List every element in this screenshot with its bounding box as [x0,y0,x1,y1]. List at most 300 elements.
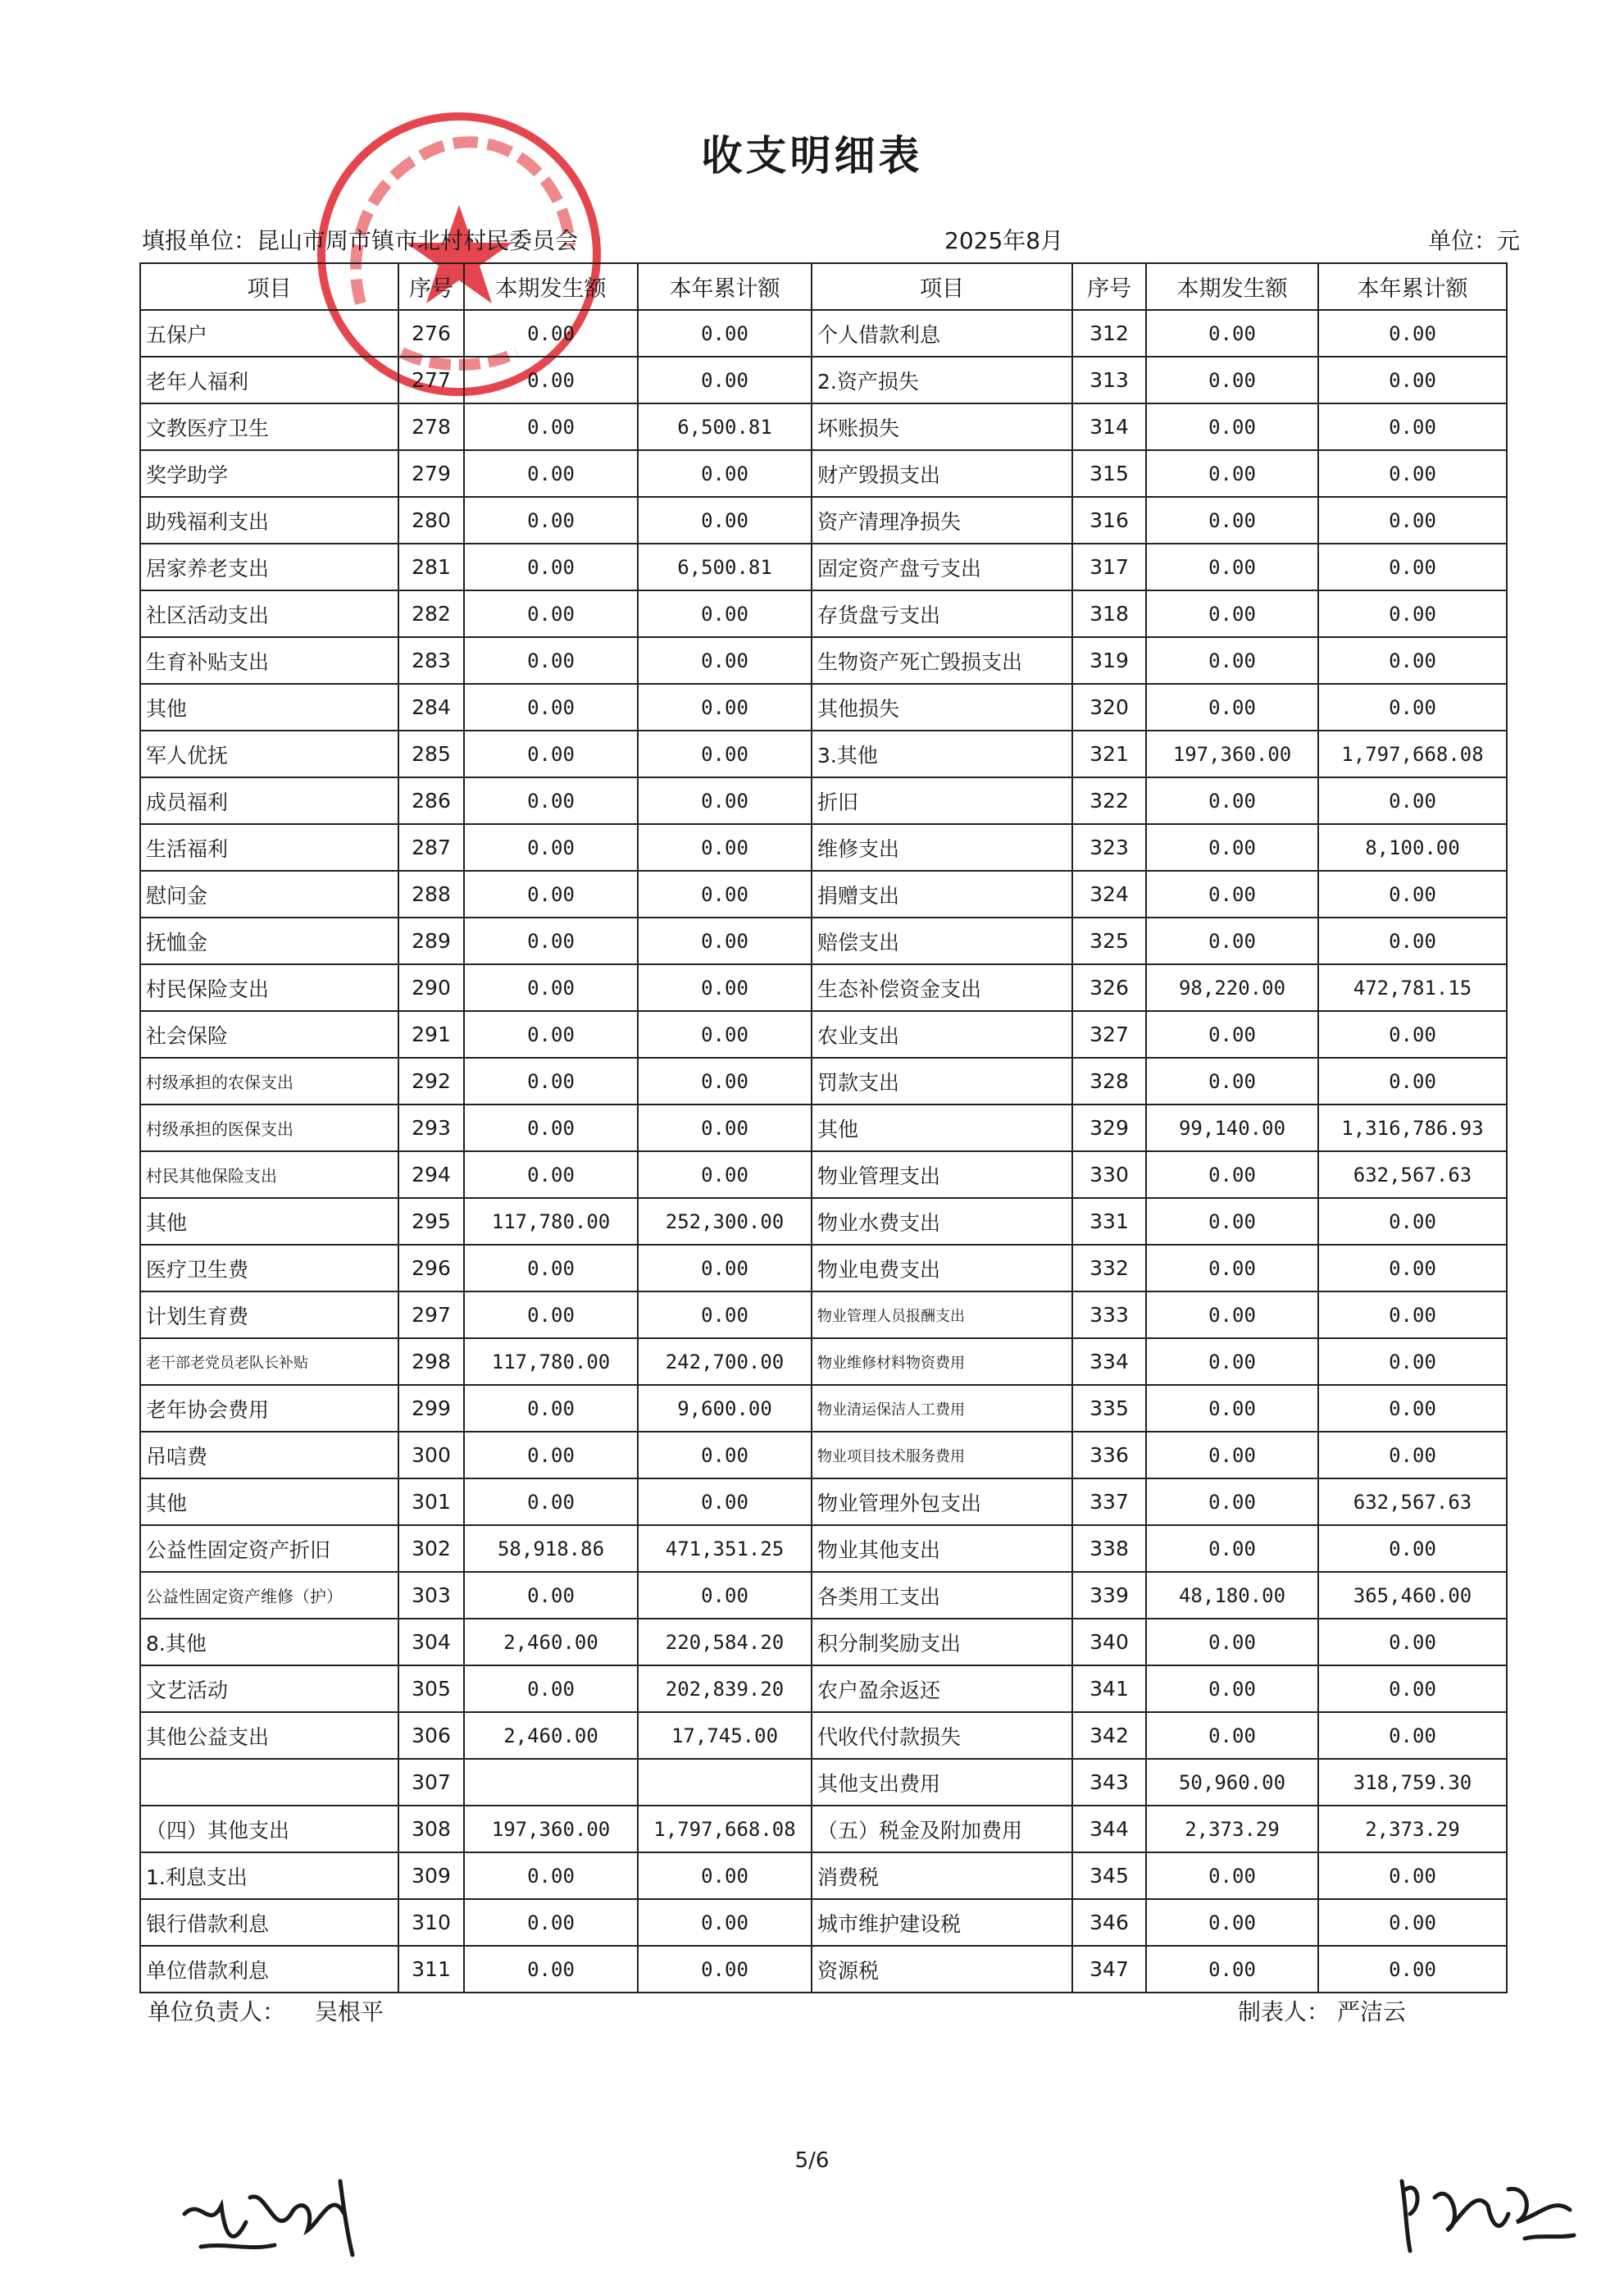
right-item-cell: 代收代付款损失 [812,1712,1072,1759]
right-current-amount: 0.00 [1146,1946,1318,1993]
right-ytd-amount: 0.00 [1318,357,1507,403]
right-seq-cell: 335 [1072,1385,1146,1432]
table-row [140,731,1507,777]
table-row [140,544,1507,590]
left-item-cell: 其他公益支出 [140,1712,398,1759]
right-seq-cell: 324 [1072,871,1146,918]
right-seq-cell: 313 [1072,357,1146,403]
left-seq-cell: 289 [398,918,464,964]
right-ytd-amount: 0.00 [1318,1198,1507,1245]
right-current-amount: 50,960.00 [1146,1759,1318,1806]
left-ytd-amount: 0.00 [638,1151,812,1198]
left-ytd-amount: 0.00 [638,731,812,777]
right-ytd-amount: 0.00 [1318,777,1507,824]
left-current-amount: 0.00 [464,1852,638,1899]
right-ytd-amount: 0.00 [1318,684,1507,731]
right-ytd-amount: 0.00 [1318,310,1507,357]
right-current-amount: 0.00 [1146,1852,1318,1899]
left-seq-cell: 310 [398,1899,464,1946]
left-seq-cell: 283 [398,637,464,684]
left-ytd-amount: 9,600.00 [638,1385,812,1432]
left-ytd-amount: 0.00 [638,450,812,497]
left-item-cell: 银行借款利息 [140,1899,398,1946]
left-ytd-amount: 0.00 [638,590,812,637]
right-current-amount: 197,360.00 [1146,731,1318,777]
right-item-cell: 物业清运保洁人工费用 [812,1385,1072,1432]
left-current-amount: 0.00 [464,824,638,871]
right-item-cell: 积分制奖励支出 [812,1619,1072,1665]
left-current-amount: 2,460.00 [464,1619,638,1665]
right-ytd-amount: 318,759.30 [1318,1759,1507,1806]
right-item-cell: 其他 [812,1105,1072,1151]
page-number: 5/6 [794,2148,830,2173]
preparer-label: 制表人： [1238,1998,1331,2025]
left-seq-cell: 284 [398,684,464,731]
left-current-amount: 0.00 [464,637,638,684]
left-current-amount: 0.00 [464,1432,638,1478]
right-ytd-amount: 1,797,668.08 [1318,731,1507,777]
left-seq-cell: 294 [398,1151,464,1198]
left-current-amount: 0.00 [464,1105,638,1151]
left-item-cell: 助残福利支出 [140,497,398,544]
left-ytd-amount: 0.00 [638,310,812,357]
right-item-cell: 2.资产损失 [812,357,1072,403]
right-seq-cell: 329 [1072,1105,1146,1151]
table-row [140,403,1507,450]
left-ytd-amount: 0.00 [638,918,812,964]
left-current-amount: 0.00 [464,1245,638,1291]
table-row [140,1946,1507,1993]
right-ytd-amount: 0.00 [1318,450,1507,497]
left-ytd-amount [638,1759,812,1806]
left-item-cell: 单位借款利息 [140,1946,398,1993]
col-header-ytd-left: 本年累计额 [638,263,812,310]
table-row [140,1759,1507,1806]
table-row [140,1432,1507,1478]
left-seq-cell: 301 [398,1478,464,1525]
right-item-cell: 城市维护建设税 [812,1899,1072,1946]
left-ytd-amount: 202,839.20 [638,1665,812,1712]
left-seq-cell: 304 [398,1619,464,1665]
left-current-amount: 197,360.00 [464,1806,638,1852]
right-seq-cell: 312 [1072,310,1146,357]
table-row [140,918,1507,964]
right-ytd-amount: 0.00 [1318,918,1507,964]
left-seq-cell: 295 [398,1198,464,1245]
right-current-amount: 0.00 [1146,1619,1318,1665]
left-current-amount: 0.00 [464,590,638,637]
left-current-amount: 0.00 [464,310,638,357]
table-row [140,871,1507,918]
left-item-cell: 医疗卫生费 [140,1245,398,1291]
left-item-cell: 成员福利 [140,777,398,824]
right-ytd-amount: 0.00 [1318,871,1507,918]
left-current-amount: 0.00 [464,1946,638,1993]
right-seq-cell: 320 [1072,684,1146,731]
right-item-cell: 消费税 [812,1852,1072,1899]
table-row [140,964,1507,1011]
right-seq-cell: 319 [1072,637,1146,684]
left-seq-cell: 290 [398,964,464,1011]
right-current-amount: 2,373.29 [1146,1806,1318,1852]
right-ytd-amount: 0.00 [1318,1619,1507,1665]
left-current-amount: 0.00 [464,1291,638,1338]
left-current-amount: 0.00 [464,1011,638,1058]
left-current-amount: 0.00 [464,544,638,590]
left-seq-cell: 276 [398,310,464,357]
table-row [140,1291,1507,1338]
right-current-amount: 0.00 [1146,544,1318,590]
left-seq-cell: 288 [398,871,464,918]
left-ytd-amount: 0.00 [638,497,812,544]
left-current-amount: 0.00 [464,777,638,824]
right-seq-cell: 347 [1072,1946,1146,1993]
right-ytd-amount: 472,781.15 [1318,964,1507,1011]
right-item-cell: 3.其他 [812,731,1072,777]
right-seq-cell: 315 [1072,450,1146,497]
right-current-amount: 99,140.00 [1146,1105,1318,1151]
right-item-cell: 物业电费支出 [812,1245,1072,1291]
preparer-name: 严洁云 [1336,1998,1406,2025]
right-seq-cell: 327 [1072,1011,1146,1058]
right-current-amount: 98,220.00 [1146,964,1318,1011]
right-seq-cell: 321 [1072,731,1146,777]
right-current-amount: 0.00 [1146,1899,1318,1946]
right-seq-cell: 325 [1072,918,1146,964]
left-item-cell [140,1759,398,1806]
right-current-amount: 0.00 [1146,1058,1318,1105]
table-row [140,1712,1507,1759]
left-seq-cell: 296 [398,1245,464,1291]
left-ytd-amount: 0.00 [638,1105,812,1151]
right-item-cell: 资源税 [812,1946,1072,1993]
right-ytd-amount: 1,316,786.93 [1318,1105,1507,1151]
left-ytd-amount: 0.00 [638,357,812,403]
right-item-cell: 赔偿支出 [812,918,1072,964]
left-seq-cell: 279 [398,450,464,497]
left-current-amount: 0.00 [464,1665,638,1712]
table-row [140,637,1507,684]
right-seq-cell: 314 [1072,403,1146,450]
left-item-cell: 居家养老支出 [140,544,398,590]
right-ytd-amount: 8,100.00 [1318,824,1507,871]
right-item-cell: 物业其他支出 [812,1525,1072,1572]
right-item-cell: 生态补偿资金支出 [812,964,1072,1011]
left-item-cell: 8.其他 [140,1619,398,1665]
left-item-cell: 抚恤金 [140,918,398,964]
table-row [140,310,1507,357]
left-ytd-amount: 0.00 [638,1946,812,1993]
preparer [1238,1994,1406,2027]
right-seq-cell: 323 [1072,824,1146,871]
right-ytd-amount: 0.00 [1318,637,1507,684]
right-item-cell: （五）税金及附加费用 [812,1806,1072,1852]
col-header-item-right: 项目 [812,263,1072,310]
responsible-name: 吴根平 [314,1998,384,2025]
right-ytd-amount: 365,460.00 [1318,1572,1507,1619]
table-row [140,1151,1507,1198]
left-ytd-amount: 1,797,668.08 [638,1806,812,1852]
left-item-cell: 村级承担的医保支出 [140,1105,398,1151]
left-ytd-amount: 0.00 [638,637,812,684]
right-item-cell: 坏账损失 [812,403,1072,450]
left-current-amount: 0.00 [464,731,638,777]
col-header-seq-left: 序号 [398,263,464,310]
left-seq-cell: 282 [398,590,464,637]
right-current-amount: 0.00 [1146,918,1318,964]
left-current-amount: 0.00 [464,964,638,1011]
right-current-amount: 0.00 [1146,1338,1318,1385]
right-current-amount: 0.00 [1146,1478,1318,1525]
right-ytd-amount: 2,373.29 [1318,1806,1507,1852]
left-item-cell: 社区活动支出 [140,590,398,637]
table-row [140,1338,1507,1385]
left-seq-cell: 309 [398,1852,464,1899]
responsible-label: 单位负责人： [148,1998,286,2025]
left-ytd-amount: 0.00 [638,1572,812,1619]
table-row [140,684,1507,731]
left-ytd-amount: 0.00 [638,1058,812,1105]
right-item-cell: 财产毁损支出 [812,450,1072,497]
right-current-amount: 0.00 [1146,1712,1318,1759]
left-current-amount: 0.00 [464,357,638,403]
right-item-cell: 农业支出 [812,1011,1072,1058]
right-seq-cell: 328 [1072,1058,1146,1105]
left-ytd-amount: 17,745.00 [638,1712,812,1759]
right-item-cell: 其他损失 [812,684,1072,731]
right-seq-cell: 331 [1072,1198,1146,1245]
right-item-cell: 物业管理外包支出 [812,1478,1072,1525]
right-item-cell: 农户盈余返还 [812,1665,1072,1712]
table-row [140,497,1507,544]
left-ytd-amount: 0.00 [638,684,812,731]
left-current-amount: 0.00 [464,1385,638,1432]
right-seq-cell: 330 [1072,1151,1146,1198]
left-seq-cell: 293 [398,1105,464,1151]
left-current-amount: 117,780.00 [464,1198,638,1245]
right-current-amount: 0.00 [1146,824,1318,871]
right-item-cell: 物业水费支出 [812,1198,1072,1245]
table-row [140,590,1507,637]
left-current-amount: 0.00 [464,1899,638,1946]
right-current-amount: 0.00 [1146,1432,1318,1478]
right-current-amount: 0.00 [1146,777,1318,824]
right-seq-cell: 341 [1072,1665,1146,1712]
table-row [140,1619,1507,1665]
left-seq-cell: 297 [398,1291,464,1338]
left-item-cell: 计划生育费 [140,1291,398,1338]
left-seq-cell: 306 [398,1712,464,1759]
right-seq-cell: 338 [1072,1525,1146,1572]
left-ytd-amount: 0.00 [638,1291,812,1338]
left-seq-cell: 292 [398,1058,464,1105]
right-item-cell: 物业维修材料物资费用 [812,1338,1072,1385]
left-ytd-amount: 0.00 [638,1432,812,1478]
left-seq-cell: 305 [398,1665,464,1712]
right-item-cell: 存货盘亏支出 [812,590,1072,637]
right-ytd-amount: 0.00 [1318,1058,1507,1105]
col-header-current-right: 本期发生额 [1146,263,1318,310]
right-item-cell: 个人借款利息 [812,310,1072,357]
right-seq-cell: 333 [1072,1291,1146,1338]
right-current-amount: 0.00 [1146,1385,1318,1432]
left-item-cell: 文艺活动 [140,1665,398,1712]
right-ytd-amount: 0.00 [1318,1525,1507,1572]
right-ytd-amount: 0.00 [1318,403,1507,450]
right-seq-cell: 346 [1072,1899,1146,1946]
left-current-amount: 0.00 [464,1058,638,1105]
table-row [140,777,1507,824]
right-current-amount: 0.00 [1146,1665,1318,1712]
table-row [140,1806,1507,1852]
right-seq-cell: 337 [1072,1478,1146,1525]
table-row [140,1665,1507,1712]
table-row [140,1105,1507,1151]
right-ytd-amount: 0.00 [1318,544,1507,590]
right-seq-cell: 318 [1072,590,1146,637]
right-ytd-amount: 0.00 [1318,1946,1507,1993]
left-item-cell: 其他 [140,1478,398,1525]
right-item-cell: 固定资产盘亏支出 [812,544,1072,590]
left-current-amount: 0.00 [464,1572,638,1619]
right-current-amount: 48,180.00 [1146,1572,1318,1619]
left-ytd-amount: 471,351.25 [638,1525,812,1572]
right-ytd-amount: 0.00 [1318,1432,1507,1478]
left-ytd-amount: 0.00 [638,1478,812,1525]
left-ytd-amount: 0.00 [638,1852,812,1899]
left-item-cell: 老年人福利 [140,357,398,403]
report-period: 2025年8月 [944,227,1064,254]
left-ytd-amount: 6,500.81 [638,544,812,590]
left-ytd-amount: 0.00 [638,964,812,1011]
left-seq-cell: 280 [398,497,464,544]
left-seq-cell: 287 [398,824,464,871]
left-current-amount: 2,460.00 [464,1712,638,1759]
right-seq-cell: 345 [1072,1852,1146,1899]
left-seq-cell: 291 [398,1011,464,1058]
right-ytd-amount: 0.00 [1318,497,1507,544]
right-item-cell: 生物资产死亡毁损支出 [812,637,1072,684]
left-seq-cell: 303 [398,1572,464,1619]
left-seq-cell: 302 [398,1525,464,1572]
left-ytd-amount: 0.00 [638,824,812,871]
left-current-amount: 58,918.86 [464,1525,638,1572]
right-current-amount: 0.00 [1146,403,1318,450]
left-item-cell: 慰问金 [140,871,398,918]
left-item-cell: 1.利息支出 [140,1852,398,1899]
reporting-unit: 填报单位：昆山市周市镇市北村村民委员会 [142,227,579,254]
right-seq-cell: 340 [1072,1619,1146,1665]
left-seq-cell: 311 [398,1946,464,1993]
right-ytd-amount: 0.00 [1318,1712,1507,1759]
right-seq-cell: 336 [1072,1432,1146,1478]
table-row [140,1899,1507,1946]
left-item-cell: 社会保险 [140,1011,398,1058]
left-ytd-amount: 0.00 [638,777,812,824]
right-seq-cell: 344 [1072,1806,1146,1852]
right-seq-cell: 343 [1072,1759,1146,1806]
right-current-amount: 0.00 [1146,871,1318,918]
left-item-cell: 老年协会费用 [140,1385,398,1432]
left-current-amount: 0.00 [464,1478,638,1525]
left-ytd-amount: 252,300.00 [638,1198,812,1245]
right-ytd-amount: 0.00 [1318,1899,1507,1946]
left-seq-cell: 285 [398,731,464,777]
left-current-amount: 0.00 [464,684,638,731]
left-item-cell: 文教医疗卫生 [140,403,398,450]
right-item-cell: 物业管理人员报酬支出 [812,1291,1072,1338]
right-current-amount: 0.00 [1146,1245,1318,1291]
left-ytd-amount: 6,500.81 [638,403,812,450]
left-seq-cell: 298 [398,1338,464,1385]
right-item-cell: 折旧 [812,777,1072,824]
table-row [140,1572,1507,1619]
left-item-cell: 生育补贴支出 [140,637,398,684]
left-ytd-amount: 0.00 [638,871,812,918]
left-item-cell: 军人优抚 [140,731,398,777]
right-item-cell: 罚款支出 [812,1058,1072,1105]
left-seq-cell: 308 [398,1806,464,1852]
left-item-cell: 五保户 [140,310,398,357]
right-ytd-amount: 0.00 [1318,1245,1507,1291]
right-current-amount: 0.00 [1146,637,1318,684]
col-header-current-left: 本期发生额 [464,263,638,310]
right-current-amount: 0.00 [1146,1291,1318,1338]
left-item-cell: 奖学助学 [140,450,398,497]
right-seq-cell: 334 [1072,1338,1146,1385]
left-item-cell: 其他 [140,1198,398,1245]
right-seq-cell: 317 [1072,544,1146,590]
income-expense-table [139,262,1508,1993]
left-current-amount: 0.00 [464,450,638,497]
right-item-cell: 资产清理净损失 [812,497,1072,544]
left-item-cell: 生活福利 [140,824,398,871]
right-current-amount: 0.00 [1146,1525,1318,1572]
right-current-amount: 0.00 [1146,1151,1318,1198]
left-item-cell: 公益性固定资产折旧 [140,1525,398,1572]
right-current-amount: 0.00 [1146,497,1318,544]
right-ytd-amount: 0.00 [1318,1665,1507,1712]
right-ytd-amount: 632,567.63 [1318,1478,1507,1525]
left-ytd-amount: 220,584.20 [638,1619,812,1665]
currency-unit: 单位：元 [1428,227,1521,254]
right-seq-cell: 339 [1072,1572,1146,1619]
table-header-row [140,263,1507,310]
right-item-cell: 维修支出 [812,824,1072,871]
right-current-amount: 0.00 [1146,310,1318,357]
left-item-cell: 村级承担的农保支出 [140,1058,398,1105]
right-ytd-amount: 0.00 [1318,1338,1507,1385]
left-item-cell: 公益性固定资产维修（护） [140,1572,398,1619]
right-ytd-amount: 0.00 [1318,1852,1507,1899]
right-ytd-amount: 632,567.63 [1318,1151,1507,1198]
table-row [140,357,1507,403]
left-ytd-amount: 0.00 [638,1011,812,1058]
right-seq-cell: 326 [1072,964,1146,1011]
right-ytd-amount: 0.00 [1318,1291,1507,1338]
right-ytd-amount: 0.00 [1318,1011,1507,1058]
left-ytd-amount: 0.00 [638,1899,812,1946]
table-row [140,1852,1507,1899]
left-seq-cell: 300 [398,1432,464,1478]
handwritten-signature-right [1385,2157,1582,2255]
left-item-cell: 吊唁费 [140,1432,398,1478]
left-seq-cell: 281 [398,544,464,590]
right-current-amount: 0.00 [1146,450,1318,497]
left-seq-cell: 299 [398,1385,464,1432]
right-seq-cell: 342 [1072,1712,1146,1759]
left-current-amount: 117,780.00 [464,1338,638,1385]
